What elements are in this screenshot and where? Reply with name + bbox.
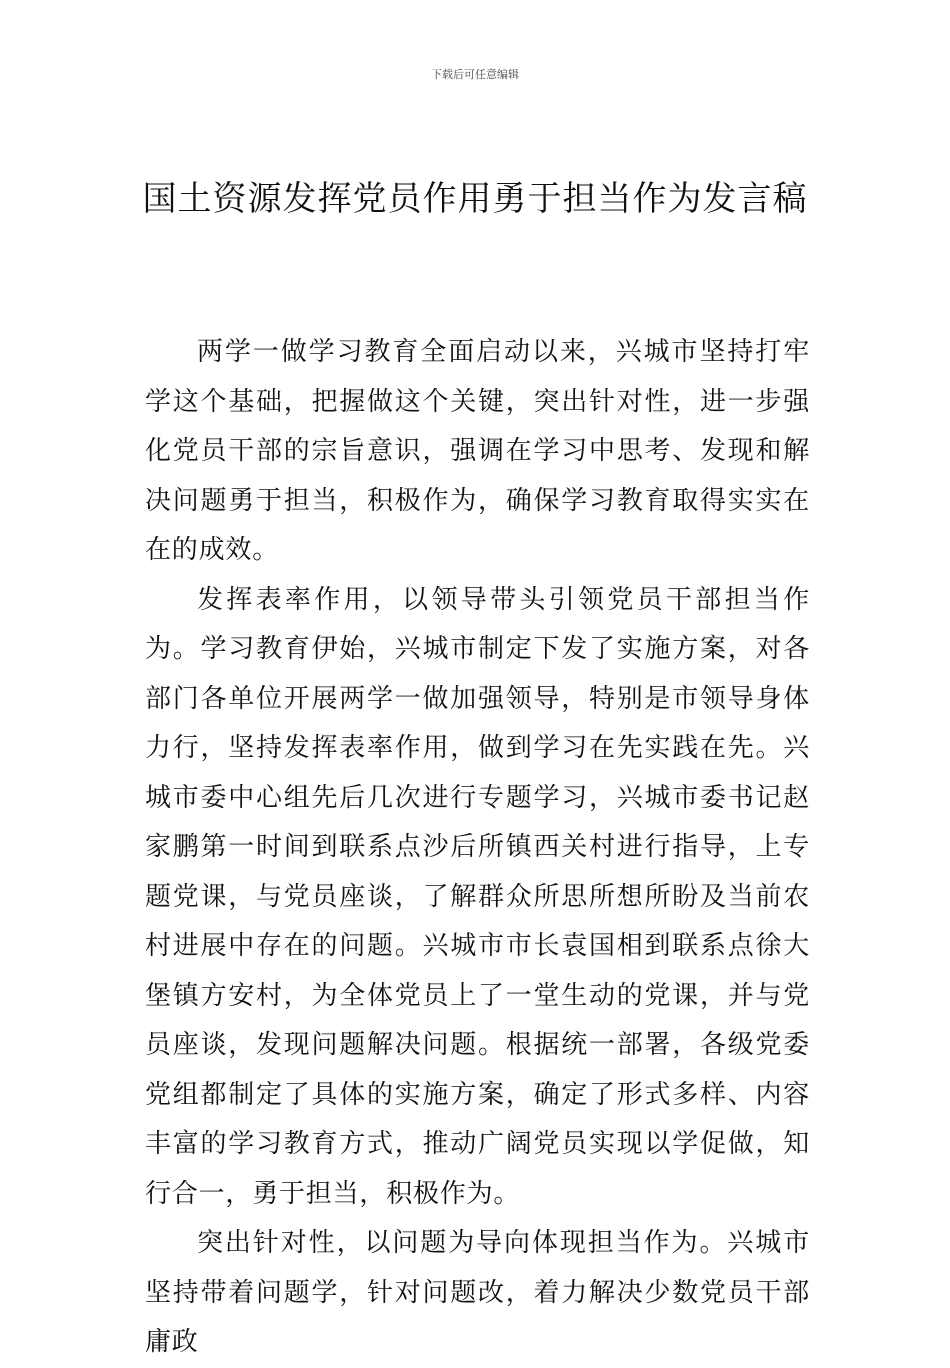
paragraph-1: 两学一做学习教育全面启动以来，兴城市坚持打牢学这个基础，把握做这个关键，突出针对性，进一步强化党员干部的宗旨意识，强调在学习中思考、发现和解决问题勇于担当，积极作为，确保学习教育取得实实在在的成效。 — [145, 337, 810, 565]
document-body — [145, 328, 810, 1368]
paragraph-3: 突出针对性，以问题为导向体现担当作为。兴城市坚持带着问题学，针对问题改，着力解决少数党员干部庸政 — [145, 1228, 810, 1357]
document-title: 国土资源发挥党员作用勇于担当作为发言稿 — [142, 179, 808, 219]
page-header-note: 下载后可任意编辑 — [431, 68, 519, 81]
paragraph-2: 发挥表率作用，以领导带头引领党员干部担当作为。学习教育伊始，兴城市制定下发了实施方案，对各部门各单位开展两学一做加强领导，特别是市领导身体力行，坚持发挥表率作用，做到学习在先实践在先。兴城市委中心组先后几次进行专题学习，兴城市委书记赵家鹏第一时间到联系点沙后所镇西关村进行指导，上专题党课，与党员座谈，了解群众所思所想所盼及当前农村进展中存在的问题。兴城市市长袁国相到联系点徐大堡镇方安村，为全体党员上了一堂生动的党课，并与党员座谈，发现问题解决问题。根据统一部署，各级党委党组都制定了具体的实施方案，确定了形式多样、内容丰富的学习教育方式，推动广阔党员实现以学促做，知行合一，勇于担当，积极作为。 — [145, 584, 810, 1209]
